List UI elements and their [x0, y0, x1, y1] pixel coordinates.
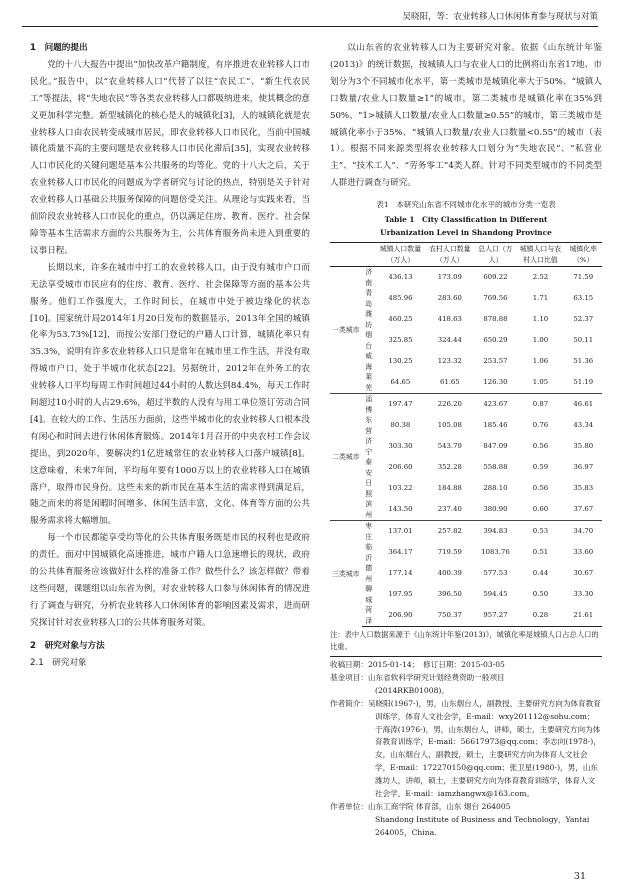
- paragraph-2: 长期以来，许多在城市中打工的农业转移人口，由于没有城市户口而无法享受城市市民应有的住房、教育、医疗、社会保障等方面的基本公共服务。他们工作强度大，工作时间长，在城市中处于被边缘化的状态[10]。国家统计局2014年1月20日发布的数据显示，2013年全国的城镇化率为53.73%[12]，而按公安部门登记的户籍人口计算，城镇化率只有35.3%，说明有许多农业转移人口只是常年在城市里工作生活，并没有取得城市户口，处于半城市化状态[22]。另据统计，2012年在外务工的农业转移人口平均每周工作时间超过44小时的人数达到84.4%，每天工作时间超过10小时的人占29.6%，超过半数的人没有与用工单位签订劳动合同[4]。在较大的工作、生活压力面前，这些半城市化的农业转移人口根本没有闲心和时间去进行休闲体育锻炼。2014年1月召开的中央农村工作会议提出，到2020年，要解决约1亿进城常住的农业转移人口落户城镇[8]。这意味着，未来7年间，平均每年要有1000万以上的农业转移人口在城镇落户，取得市民身份。这些未来的新市民在基本生活的需求得到满足后，随之而来的将是闲暇时间增多、休闲生活丰富，文化、体育等方面的公共服务需求将大幅增加。: [30, 262, 310, 527]
- table-cell: 197.47: [376, 394, 425, 416]
- fund-text: 山东省软科学研究计划经费资助一般项目: [367, 672, 505, 682]
- table-city-cell: 滨州: [365, 500, 373, 519]
- unit-label: 作者单位：: [330, 801, 368, 811]
- table-cell: 206.60: [388, 463, 413, 472]
- table-cell: 543.79: [437, 442, 462, 451]
- table-cell: 423.67: [475, 394, 517, 416]
- table-cell: 1.10: [532, 315, 549, 324]
- fund-code: (2014RKB01008)。: [375, 685, 449, 695]
- table-cell: 0.56: [532, 484, 549, 493]
- table-cell: 460.25: [388, 315, 413, 324]
- right-paragraph-1: 以山东省的农业转移人口为主要研究对象。依据《山东统计年鉴(2013)》的统计数据，按城镇人口与农业人口的比例将山东省17地、市划分为3个不同城市化水平，第一类城市是城镇化率大于50%、“城镇人口数量/农业人口数量≥1”的城市，第二类城市是城镇化率在35%到50%、“1>城镇人口数量/农业人口数量≥0.55”的城市，第三类城市是城镇化率小于35%、“城镇人口数量/农业人口数量<0.55”的城市（表1）。根据不同来源类型将农业转移人口划分为“失地农民”、“私营业主”、“技术工人”、“劳务零工”4类人群。针对不同类型城市的不同类型人群进行调查与研究。: [330, 43, 602, 189]
- table-group-label: 二类城市: [330, 394, 362, 521]
- table-cell: 0.44: [532, 569, 549, 578]
- table-cell: 418.63: [437, 315, 462, 324]
- table-cell: 253.57: [483, 357, 508, 366]
- table-city-cell: 淄博: [362, 394, 376, 416]
- table-cell: 36.97: [573, 463, 594, 472]
- table-group-label: 三类城市: [330, 521, 362, 627]
- table-cell: 2.52: [532, 273, 549, 282]
- author-info: 吴晓阳(1967-)，男，山东烟台人，副教授，主要研究方向为体育教育训练学，体育人文社会学，E-mail：wxy201112@sohu.com；于海涛(1976-)，男，山东烟台人，讲师，硕士，主要研究方向为体育教育训练学，E-mail：56617973@qq.com；李志向(1978-)，女，山东烟台人，副教授，硕士，主要研究方向为体育人文社会学，E-mail：172270150@qq.com；张卫星(1980-)，男，山东潍坊人，讲师，硕士，主要研究方向为体育教育训练学，体育人文社会学，E-mail：iamzhangwx@163.com。: [367, 698, 601, 799]
- table-cell: 303.30: [388, 442, 413, 451]
- table-cell: 558.88: [483, 463, 508, 472]
- table-row: [330, 330, 602, 351]
- table-cell: 380.90: [483, 505, 508, 514]
- table-city-cell: 日照: [365, 479, 373, 498]
- table-cell: 177.14: [388, 569, 413, 578]
- table-note: 注：表中人口数据来源于《山东统计年鉴(2013)》，城镇化率是城镇人口占总人口的比重。: [330, 630, 599, 652]
- table-cell: 485.96: [388, 294, 413, 303]
- table-cell: 226.20: [425, 394, 474, 416]
- table-cell: 0.28: [516, 605, 564, 627]
- author-label: 作者简介：: [330, 698, 368, 708]
- section-2-heading: 2 研究对象与方法: [30, 640, 105, 651]
- table-cell: 103.22: [388, 484, 413, 493]
- table-cell: 43.34: [573, 421, 594, 430]
- table-cell: 650.29: [483, 336, 508, 345]
- table-header-cell: [362, 243, 376, 267]
- table-header-cell: 总人口（万人）: [475, 243, 517, 267]
- table-cell: 288.10: [483, 484, 508, 493]
- paragraph-1: 党的十八大报告中提出“加快改革户籍制度，有序推进农业转移人口市民化。”报告中，以“农业转移人口”代替了以往“农民工”、“新生代农民工”等提法，将“失地农民”等各类农业转移人口都吸纳进来，使其概念的意义更加科学完整。新型城镇化的核心是人的城镇化[3]，人的城镇化就是农业转移人口由农民转变成城市居民，即农业转移人口市民化，当前中国城镇化质量不高的主要问题是农业转移人口市民化滞后[35]，实现农业转移人口市民化的关键问题是基本公共服务的均等化。党的十八大之后，关于农业转移人口市民化的问题成为学者研究与讨论的热点，特别是关于针对农业转移人口基础公共服务保障的问题倍受关注。从理论与实践来看，当前阶段农业转移人口市民化的重点，仍以满足住房、教育、医疗、社会保障等基本生活需求方面的公共服务为主，公共体育服务尚未进入到重要的议事日程。: [30, 59, 310, 256]
- table-cell: 577.53: [483, 569, 508, 578]
- table-row: [330, 542, 602, 563]
- section-1-heading: 1 问题的提出: [30, 43, 88, 53]
- table-city-cell: 潍坊: [365, 310, 373, 329]
- table-cell: 33.60: [573, 548, 594, 557]
- running-head: 吴晓阳，等：农业转移人口休闲体育参与现状与对策: [402, 12, 598, 22]
- table-cell: 257.82: [425, 521, 474, 543]
- table-row: [330, 394, 602, 416]
- table-cell: 46.61: [564, 394, 602, 416]
- table-row: [330, 605, 602, 627]
- table-group-label: 一类城市: [332, 325, 360, 334]
- table-cell: 105.08: [437, 421, 462, 430]
- table-cell: 1.05: [532, 378, 549, 387]
- table-cell: 769.56: [483, 294, 508, 303]
- table-cell: 957.27: [475, 605, 517, 627]
- table-caption-cn: 表1 本研究山东省不同城市化水平的城市分类一览表: [376, 200, 556, 210]
- table-cell: 185.46: [483, 421, 508, 430]
- table-row: [330, 563, 602, 584]
- table-city-cell: 烟台: [365, 331, 373, 350]
- unit-en: Shandong Institute of Business and Technology，Yantai: [375, 814, 590, 824]
- table-cell: 126.30: [483, 378, 508, 387]
- table-header-cell: 城镇人口与农村人口比值: [516, 243, 564, 267]
- table-cell: 64.65: [390, 378, 411, 387]
- table-cell: 173.09: [437, 273, 462, 282]
- article-metadata: [330, 656, 602, 840]
- table-city-cell: 青岛: [365, 289, 373, 308]
- unit-en-2: 264005，China.: [375, 827, 437, 837]
- table-header-cell: [330, 243, 362, 267]
- city-classification-table: [330, 242, 602, 627]
- table-cell: 719.59: [437, 548, 462, 557]
- table-city-cell: 菏泽: [362, 605, 376, 627]
- table-cell: 0.50: [532, 590, 549, 599]
- table-cell: 35.83: [573, 484, 594, 493]
- table-cell: 364.17: [388, 548, 413, 557]
- table-cell: 51.19: [573, 378, 594, 387]
- table-row: [330, 309, 602, 330]
- dates-label: 收稿日期：: [330, 660, 368, 669]
- table-cell: 1.00: [532, 336, 549, 345]
- paragraph-3: 每一个市民都能享受均等化的公共体育服务既是市民的权利也是政府的责任。面对中国城镇化高速推进，城市户籍人口急速增长的现状，政府的公共体育服务应该做好什么样的准备工作？做些什么？该怎样做？带着这些问题，课题组以山东省为例，对农业转移人口参与休闲体育的情况进行了调查与研究，分析农业转移人口休闲体育的影响因素及需求，进而研究探讨针对农业转移人口的公共体育服务对策。: [30, 533, 310, 628]
- table-cell: 123.32: [437, 357, 462, 366]
- header-rule: [22, 26, 598, 27]
- table-cell: 396.50: [437, 590, 462, 599]
- table-cell: 63.15: [573, 294, 594, 303]
- table-cell: 436.13: [388, 273, 413, 282]
- table-cell: 50.11: [573, 336, 594, 345]
- section-2-1-heading: 2.1 研究对象: [30, 657, 87, 668]
- table-cell: 394.83: [475, 521, 517, 543]
- table-cell: 71.59: [573, 273, 594, 282]
- table-row: [330, 288, 602, 309]
- table-cell: 137.01: [376, 521, 425, 543]
- table-cell: 37.67: [573, 505, 594, 514]
- table-cell: 51.36: [573, 357, 594, 366]
- table-cell: 143.50: [388, 505, 413, 514]
- table-row: [330, 584, 602, 605]
- table-city-cell: 枣庄: [362, 521, 376, 543]
- table-cell: 352.28: [437, 463, 462, 472]
- table-row: [330, 351, 602, 372]
- fund-label: 基金项目：: [330, 672, 368, 682]
- table-cell: 750.37: [425, 605, 474, 627]
- table-cell: 30.67: [573, 569, 594, 578]
- table-city-cell: 聊城: [365, 585, 373, 604]
- table-cell: 184.88: [437, 484, 462, 493]
- table-cell: 34.70: [564, 521, 602, 543]
- table-cell: 33.30: [573, 590, 594, 599]
- table-cell: 61.65: [439, 378, 460, 387]
- table-cell: 35.80: [573, 442, 594, 451]
- table-cell: 878.88: [483, 315, 508, 324]
- page-number: 31: [573, 871, 586, 882]
- table-cell: 1.71: [532, 294, 549, 303]
- table-cell: 0.59: [532, 463, 549, 472]
- table-cell: 0.76: [532, 421, 549, 430]
- table-cell: 325.85: [388, 336, 413, 345]
- table-cell: 206.90: [376, 605, 425, 627]
- table-cell: 283.60: [437, 294, 462, 303]
- table-city-cell: 临沂: [365, 543, 373, 562]
- table-body: [330, 267, 602, 627]
- table-caption-en-2: Urbanization Level in Shandong Province: [380, 228, 552, 238]
- table-cell: 130.25: [388, 357, 413, 366]
- table-header-cell: 城镇人口数量（万人）: [376, 243, 425, 267]
- table-cell: 21.61: [564, 605, 602, 627]
- table-cell: 400.39: [437, 569, 462, 578]
- table-row: [330, 521, 602, 543]
- table-cell: 0.60: [532, 505, 549, 514]
- table-cell: 237.40: [437, 505, 462, 514]
- table-city-cell: 德州: [365, 564, 373, 583]
- left-column: [30, 40, 310, 672]
- table-row: [330, 415, 602, 436]
- table-header-row: [330, 243, 602, 267]
- table-row: [330, 457, 602, 478]
- table-cell: 1.06: [532, 357, 549, 366]
- table-cell: 609.22: [483, 273, 508, 282]
- table-cell: 0.53: [516, 521, 564, 543]
- table-cell: 0.51: [532, 548, 549, 557]
- table-caption-en-1: Table 1 City Classification in Different: [384, 215, 548, 225]
- table-city-cell: 济南: [365, 268, 373, 287]
- table-city-cell: 莱芜: [365, 373, 373, 392]
- table-row: [330, 478, 602, 499]
- table-cell: 197.95: [388, 590, 413, 599]
- table-cell: 0.87: [516, 394, 564, 416]
- right-column: [330, 40, 602, 653]
- table-cell: 52.37: [573, 315, 594, 324]
- dates: 2015-01-14； 修订日期：2015-03-05: [367, 660, 505, 669]
- table-row: [330, 372, 602, 394]
- table-cell: 80.38: [390, 421, 411, 430]
- table-city-cell: 威海: [365, 352, 373, 371]
- table-header-cell: 农村人口数量（万人）: [425, 243, 474, 267]
- table-row: [330, 499, 602, 521]
- table-city-cell: 东营: [365, 416, 373, 435]
- table-cell: 1083.76: [481, 548, 510, 557]
- unit-cn: 山东工商学院 体育部，山东 烟台 264005: [367, 801, 511, 811]
- table-cell: 0.56: [532, 442, 549, 451]
- table-row: [330, 436, 602, 457]
- table-cell: 324.44: [437, 336, 462, 345]
- table-city-cell: 泰安: [365, 458, 373, 477]
- table-cell: 594.45: [483, 590, 508, 599]
- table-cell: 847.09: [483, 442, 508, 451]
- table-city-cell: 济宁: [365, 437, 373, 456]
- table-header-cell: 城镇化率（%）: [564, 243, 602, 267]
- table-row: [330, 267, 602, 289]
